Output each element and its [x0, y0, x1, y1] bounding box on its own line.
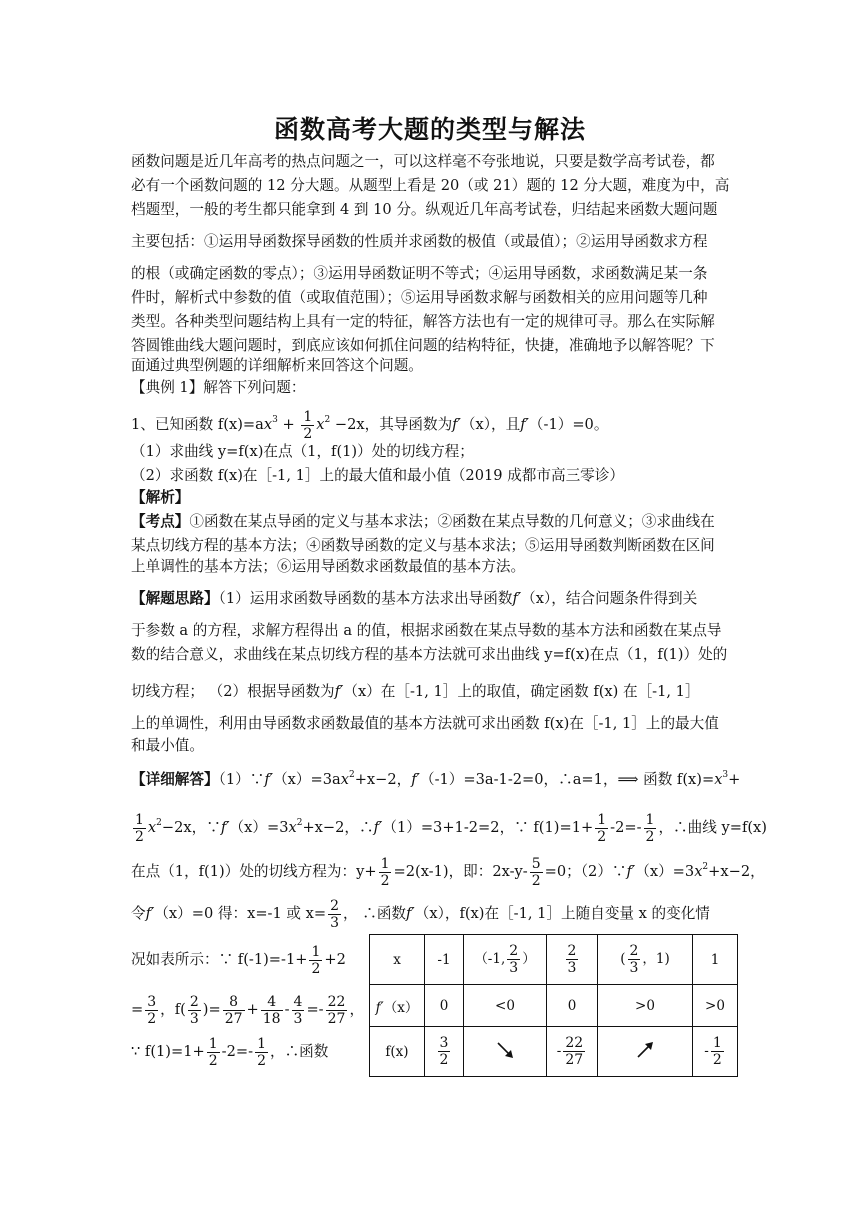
- fprime-6: f′: [411, 771, 420, 788]
- q1-text-a: 1、已知函数 f(x)=a: [131, 416, 264, 433]
- table-cell: 0: [425, 985, 464, 1027]
- cell-frac: [566, 943, 579, 976]
- silu-line-4: [131, 682, 731, 702]
- kaodian-line-3: 上单调性的基本方法；⑥运用导函数求函数最值的基本方法。: [131, 558, 526, 575]
- table-row: [370, 985, 738, 1027]
- frac-num: 5: [531, 855, 541, 872]
- ans6-four: [261, 994, 283, 1027]
- answer-line-5: [131, 940, 361, 980]
- ans-6f: =-: [306, 1001, 324, 1018]
- cell-text: （x）: [383, 999, 419, 1016]
- ans-6d: +: [246, 1001, 259, 1018]
- ans-3d: （x）=3: [635, 863, 695, 880]
- ans-5a: 况如表所示：∵ f(-1)=-1+: [131, 951, 308, 968]
- frac-den: 2: [311, 960, 321, 977]
- table-cell: [464, 1027, 547, 1077]
- fprime-10: f′: [145, 905, 155, 922]
- intro-line-6: 件时，解析式中参数的值（或取值范围）；⑤运用导函数求解与函数相关的应用问题等几种: [131, 289, 708, 306]
- ans-7a: ∵ f(1)=1+: [131, 1043, 205, 1060]
- silu-line-2: 于参数 a 的方程，求解方程得出 a 的值，根据求函数在某点导数的基本方法和函数在某点导: [131, 622, 722, 639]
- cell-frac: [563, 1035, 585, 1068]
- frac-den: 18: [262, 1010, 281, 1027]
- ans-1c: +x−2，: [354, 771, 412, 788]
- ans-3b: =2(x-1)，即：2x-y-: [393, 863, 528, 880]
- table-cell: [547, 935, 598, 985]
- table-cell: >0: [693, 985, 738, 1027]
- table-row: [370, 1027, 738, 1077]
- frac-den: 2: [645, 828, 655, 845]
- frac-num: 4: [293, 993, 303, 1010]
- cell-frac: [438, 1035, 451, 1068]
- frac-den: 2: [257, 1052, 266, 1069]
- answer-line-6: [131, 990, 365, 1030]
- intro-line-7: 类型。各种类型问题结构上具有一定的特征，解答方法也有一定的规律可寻。那么在实际解: [131, 313, 715, 330]
- frac-den: 2: [712, 1052, 722, 1068]
- fprime-2: f′: [520, 416, 529, 433]
- q1-half: [301, 409, 314, 442]
- frac-den: 2: [147, 1010, 157, 1027]
- intro-line-1: 函数问题是近几年高考的热点问题之一，可以这样毫不夸张地说，只要是数学高考试卷，都: [131, 153, 715, 170]
- q1-text-i: （-1）=0。: [528, 416, 609, 433]
- ans2-half-b: [595, 812, 608, 845]
- variation-table: [369, 934, 738, 1077]
- ans-3a: 在点（1，f(1)）处的切线方程为：y+: [131, 863, 377, 880]
- frac-den: 3: [330, 914, 340, 931]
- frac-den: 27: [224, 1010, 243, 1027]
- fprime-12: f′: [375, 999, 384, 1016]
- intro-line-4: 主要包括：①运用导函数探导函数的性质并求函数的极值（或最值）；②运用导函数求方程: [131, 233, 708, 250]
- q1-text-g: −2x，其导函数为: [330, 416, 453, 433]
- ans-6g: ，: [349, 1001, 365, 1018]
- silu-text-1b: （x），结合问题条件得到关: [521, 590, 698, 607]
- ans-2d: （1）=3+1-2=2，∵ f(1)=1+: [382, 819, 594, 836]
- ans3-x: x: [694, 863, 703, 880]
- cell-text: ，1): [642, 951, 670, 967]
- frac-num: 1: [311, 943, 321, 960]
- frac-den: 3: [629, 960, 639, 976]
- ans4-two-thirds: [328, 898, 341, 931]
- frac-den: 3: [567, 960, 577, 976]
- kaodian-text-1: ①函数在某点导函的定义与基本求法；②函数在某点导数的几何意义；③求曲线在: [189, 513, 715, 530]
- table-cell: [547, 1027, 598, 1077]
- ans-exp: 2: [348, 770, 355, 780]
- q1-exp3: 3: [272, 415, 278, 425]
- ans-2c: +x−2，∴: [302, 819, 374, 836]
- down-arrow-icon: [493, 1038, 517, 1062]
- cell-text: (: [620, 951, 626, 967]
- ans-6b: ，f(: [160, 1001, 186, 1018]
- fprime-1: f′: [452, 416, 461, 433]
- table-cell: [693, 1027, 738, 1077]
- ans-1a: （1）∵: [218, 771, 265, 788]
- frac-num: 4: [261, 994, 283, 1011]
- answer-label: 【详细解答】: [131, 771, 219, 788]
- table-cell: [425, 1027, 464, 1077]
- frac-den: 2: [597, 828, 607, 845]
- analysis-heading: 【解析】: [131, 489, 190, 506]
- q1-x2: x: [316, 416, 325, 433]
- fprime-3: f′: [512, 590, 522, 607]
- frac-num: 1: [597, 811, 607, 828]
- frac-num: 1: [303, 408, 313, 425]
- ans6-eight: [223, 994, 245, 1027]
- ans-2e: -2=-: [610, 819, 642, 836]
- ans-6a: =: [131, 1001, 144, 1018]
- ans-3c: =0；（2）∵: [544, 863, 627, 880]
- ans6-four-thirds: [292, 994, 305, 1027]
- page-title: 函数高考大题的类型与解法: [273, 115, 586, 144]
- ans2-x2: x: [288, 819, 297, 836]
- silu-text-1a: （1）运用求函数导函数的基本方法求出导函数: [218, 590, 513, 607]
- frac-den: 3: [509, 960, 519, 976]
- ans7-half-b: [255, 1036, 268, 1069]
- ans-1e: +: [728, 771, 741, 788]
- ans2-x: x: [147, 819, 157, 836]
- frac-num: 2: [189, 993, 199, 1010]
- ans-6c: )=: [202, 1001, 221, 1018]
- q1-exp2: 2: [324, 415, 331, 425]
- question-1-sub-1: （1）求曲线 y=f(x)在点（1，f(1)）处的切线方程；: [131, 443, 474, 460]
- cell-text: （-1,: [474, 951, 506, 967]
- silu-text-4a: 切线方程； （2）根据导函数为: [131, 683, 335, 700]
- ans-1d: （-1）=3a-1-2=0，∴a=1，⟹ 函数 f(x)=: [419, 771, 715, 788]
- frac-den: 27: [565, 1052, 584, 1068]
- ans-2b: （x）=3: [229, 819, 289, 836]
- table-cell: x: [370, 935, 425, 985]
- frac-den: 2: [531, 872, 541, 889]
- ans6-22: [326, 994, 348, 1027]
- ans7-half: [207, 1036, 220, 1069]
- ans6-three-half: [145, 994, 158, 1027]
- up-arrow-icon: [633, 1038, 657, 1062]
- table-row: [370, 935, 738, 985]
- frac-num: 2: [629, 943, 639, 959]
- frac-num: 1: [380, 855, 390, 872]
- intro-line-5: 的根（或确定函数的零点）；③运用导函数证明不等式；④运用导函数，求函数满足某一条: [131, 265, 708, 282]
- table-cell: >0: [598, 985, 693, 1027]
- frac-den: 2: [135, 828, 144, 845]
- answer-line-4: [131, 894, 731, 934]
- answer-line-7: [131, 1032, 361, 1072]
- ans2-half-c: [644, 812, 657, 845]
- intro-line-2: 必有一个函数问题的 12 分大题。从题型上看是 20（或 21）题的 12 分大题，难度为中，高: [131, 177, 730, 194]
- silu-line-1: [131, 589, 731, 609]
- ans2-exp: 2: [156, 818, 162, 828]
- q1-plus: +: [277, 416, 300, 433]
- intro-line-9: 面通过典型例题的详细解析来回答这个问题。: [131, 357, 423, 374]
- cell-text: -: [704, 1043, 709, 1059]
- cell-frac: [628, 943, 641, 976]
- table-cell: f(x): [370, 1027, 425, 1077]
- example-heading: 【典例 1】解答下列问题：: [131, 379, 306, 396]
- frac-den: 2: [303, 425, 313, 442]
- kaodian-line-1: [131, 512, 731, 532]
- frac-num: 1: [135, 811, 144, 828]
- table-cell: 0: [547, 985, 598, 1027]
- frac-den: 2: [208, 1052, 218, 1069]
- q1-text-h: （x），且: [460, 416, 521, 433]
- question-1-sub-2: （2）求函数 f(x)在［-1, 1］上的最大值和最小值（2019 成都市高三零诊）: [131, 467, 624, 484]
- ans-2f: ，∴曲线 y=f(x): [658, 819, 767, 836]
- ans2-half: [133, 812, 146, 845]
- table-cell: [598, 935, 693, 985]
- cell-frac: [507, 943, 520, 976]
- ans-2a: −2x，∵: [161, 819, 221, 836]
- intro-line-3: 档题型，一般的考生都只能拿到 4 到 10 分。纵观近几年高考试卷，归结起来函数大题问题: [131, 201, 718, 218]
- frac-num: 2: [567, 943, 577, 959]
- fprime-5: f′: [264, 771, 274, 788]
- ans-x3: x: [714, 771, 723, 788]
- frac-num: 22: [565, 1035, 584, 1051]
- ans3-five-half: [530, 856, 543, 889]
- frac-den: 27: [327, 1010, 346, 1027]
- q1-x: x: [263, 416, 273, 433]
- frac-den: 2: [439, 1052, 449, 1068]
- fprime-8: f′: [373, 819, 383, 836]
- answer-line-2: [131, 808, 767, 848]
- table-cell: [464, 935, 547, 985]
- ans-7b: -2=-: [221, 1043, 254, 1060]
- cell-text: ）: [522, 951, 536, 967]
- cell-text: -: [556, 1043, 562, 1059]
- question-1: [131, 405, 731, 445]
- ans-7c: ，∴函数: [269, 1043, 329, 1060]
- table-cell: -1: [425, 935, 464, 985]
- frac-num: 3: [147, 993, 157, 1010]
- kaodian-line-2: 某点切线方程的基本方法；④函数导函数的定义与基本求法；⑤运用导函数判断函数在区间: [131, 537, 715, 554]
- frac-num: 2: [330, 897, 340, 914]
- ans3-half: [379, 856, 392, 889]
- ans-1b: （x）=3a: [273, 771, 341, 788]
- frac-num: 3: [439, 1035, 449, 1051]
- answer-line-3: [131, 852, 765, 892]
- cell-frac: [711, 1035, 724, 1068]
- frac-num: 1: [257, 1035, 266, 1052]
- ans6-two-thirds: [188, 994, 201, 1027]
- answer-line-1: [131, 770, 741, 790]
- frac-den: 3: [293, 1010, 303, 1027]
- ans5-half: [309, 944, 322, 977]
- ans-4c: ， ∴函数: [343, 905, 407, 922]
- silu-text-4b: （x）在［-1, 1］上的取值，确定函数 f(x) 在［-1, 1］: [343, 683, 700, 700]
- silu-line-3: 数的结合意义，求曲线在某点切线方程的基本方法就可求出曲线 y=f(x)在点（1，f(1)）处的: [131, 646, 728, 663]
- table-cell: 1: [693, 935, 738, 985]
- silu-line-6: 和最小值。: [131, 737, 204, 754]
- frac-den: 2: [380, 872, 390, 889]
- frac-num: 2: [509, 943, 519, 959]
- fprime-7: f′: [220, 819, 230, 836]
- ans-4b: （x）=0 得：x=-1 或 x=: [154, 905, 327, 922]
- silu-line-5: 上的单调性，利用由导函数求函数最值的基本方法就可求出函数 f(x)在［-1, 1］上的最大值: [131, 715, 719, 732]
- frac-num: 1: [645, 811, 655, 828]
- table-cell: [598, 1027, 693, 1077]
- frac-num: 1: [208, 1035, 218, 1052]
- ans3-exp: 2: [702, 862, 709, 872]
- fprime-9: f′: [626, 863, 636, 880]
- fprime-11: f′: [406, 905, 415, 922]
- silu-label: 【解题思路】: [131, 590, 219, 607]
- ans-x: x: [340, 771, 349, 788]
- kaodian-label: 【考点】: [131, 513, 190, 530]
- ans-4d: （x），f(x)在［-1, 1］上随自变量 x 的变化情: [414, 905, 710, 922]
- ans2-exp2: 2: [296, 818, 303, 828]
- table-cell: [370, 985, 425, 1027]
- ans-6e: -: [284, 1001, 290, 1018]
- frac-num: 1: [712, 1035, 722, 1051]
- frac-num: 8: [223, 994, 245, 1011]
- ans-3e: +x−2，: [708, 863, 765, 880]
- fprime-4: f′: [334, 683, 344, 700]
- table-cell: <0: [464, 985, 547, 1027]
- frac-den: 3: [189, 1010, 199, 1027]
- frac-num: 22: [327, 993, 346, 1010]
- intro-line-8: 答圆锥曲线大题问题时，到底应该如何抓住问题的结构特征，快捷，准确地予以解答呢？下: [131, 337, 715, 354]
- ans-4a: 令: [131, 905, 146, 922]
- ans-exp3: 3: [722, 770, 729, 780]
- ans-5b: +2: [324, 951, 346, 968]
